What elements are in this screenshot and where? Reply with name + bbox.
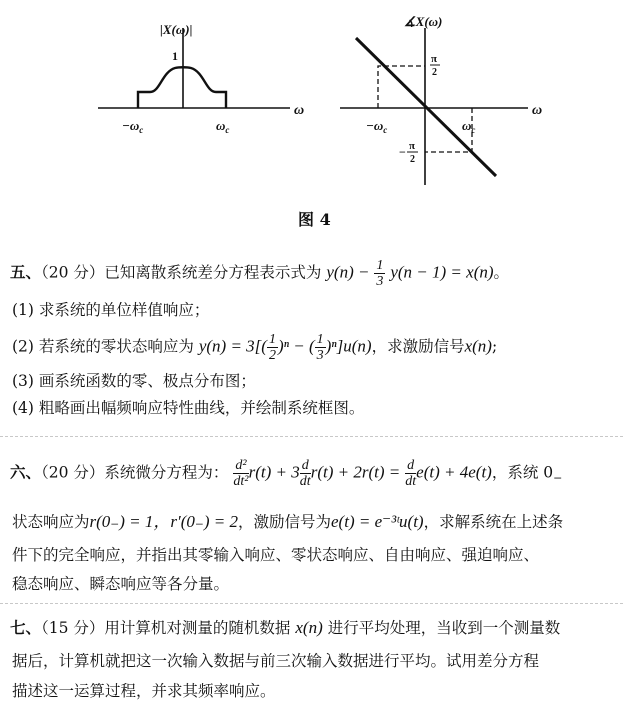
q5-stem [10,258,509,289]
q7-line-2: 据后，计算机就把这一次输入数据与前三次输入数据进行平均。试用差分方程 [12,652,540,670]
q7-xn: x(n) [295,618,323,637]
q7-label: 七、 [10,618,42,637]
q6-line-4: 稳态响应、瞬态响应等各分量。 [12,575,230,593]
q5-item-2 [12,332,497,363]
q6-stem-text: 系统微分方程为： [104,463,229,482]
q6-excitation: e(t) = e⁻³ᵗu(t) [331,512,424,531]
phase-guide-upper [378,66,425,108]
q5-points: （20 分） [41,263,105,282]
q5-item2-eq-c: )ⁿ]u(n) [325,336,372,356]
magnitude-peak-label: 1 [172,49,178,63]
q6-tail: ，系统 0 [491,463,554,482]
separator-2 [0,603,623,604]
q5-item2-text-b: ，求激励信号 [371,337,465,356]
q5-label: 五、 [10,262,42,282]
svg-text:2: 2 [410,154,415,165]
q6-frac-d: $\frac{d}{dt}$ [299,458,311,489]
q5-item2-eq-a: y(n) = 3[( [198,336,267,356]
figure-4 [0,0,623,200]
q6-stem [10,458,562,489]
magnitude-ylabel: |X(ω)| [160,22,193,37]
q6-eq-a: r(t) + 3 [248,462,300,482]
phase-line [356,38,496,176]
phase-ylabel: ∡X(ω) [404,14,443,29]
q5-item-3: (3) 画系统函数的零、极点分布图； [12,372,256,390]
q6-tail-sub: − [553,471,563,485]
q6-label: 六、 [10,462,42,482]
q6-line-3: 件下的完全响应，并指出其零输入响应、零状态响应、自由响应、强迫响应、 [12,546,540,564]
q5-end: 。 [493,263,510,282]
q5-item2-frac-2: $\frac{1}{3}$ [316,332,324,363]
q5-item-4: (4) 粗略画出幅频响应特性曲线，并绘制系统框图。 [12,399,365,417]
q6-line-2: 状态响应为r(0₋) = 1，r′(0₋) = 2，激励信号为e(t) = e⁻³ᵗu(t)，求解系统在上述条 [12,512,564,531]
magnitude-xlabel: ω [294,103,305,118]
q5-eq-b: y(n − 1) = x(n) [390,262,494,282]
q7-line-3: 描述这一运算过程，并求其频率响应。 [12,682,276,700]
q5-item2-eq-b: )ⁿ − ( [277,336,315,356]
q5-stem-text: 已知离散系统差分方程表示式为 [104,263,322,282]
q6-initial-conditions: r(0₋) = 1，r′(0₋) = 2 [89,512,238,531]
q5-eq-a: y(n) − [326,262,370,282]
magnitude-curve [138,67,226,108]
q5-item2-frac-1: $\frac{1}{2}$ [268,332,276,363]
magnitude-tick-neg: $-\omega_c$ [122,118,144,135]
q6-frac-d-rhs: $\frac{d}{dt}$ [405,458,417,489]
q5-item-1: (1) 求系统的单位样值响应； [12,301,210,319]
q6-eq-b: r(t) + 2r(t) = [310,462,401,482]
q5-item2-text-a: (2) 若系统的零状态响应为 [12,337,194,356]
q6-eq-c: e(t) + 4e(t) [416,462,492,482]
magnitude-tick-pos: $\omega_c$ [216,118,230,135]
q5-item2-xn: x(n) [464,336,492,356]
svg-text:π: π [409,140,416,152]
phase-tick-pi-over-2 [430,53,440,78]
svg-text:−: − [399,145,406,159]
q5-eq-frac: $\frac{1}{3}$ [376,258,384,289]
q6-points: （20 分） [41,463,105,482]
phase-tick-pos: $\omega_c$ [462,118,476,135]
phase-tick-neg-pi-over-2 [399,140,418,165]
q7-points: （15 分） [41,619,105,637]
svg-text:2: 2 [432,67,437,78]
q6-frac-d2: $\frac{\text{d²}}{\text{dt²}}$ [233,458,249,489]
phase-xlabel: ω [532,103,543,118]
q5-item2-end: ; [491,337,498,356]
phase-plot [340,14,542,185]
figure-caption: 图 4 [298,210,331,229]
q7-line-1: 七、（15 分）用计算机对测量的随机数据 x(n) 进行平均处理，当收到一个测量数 [10,618,561,637]
phase-tick-neg: $-\omega_c$ [366,118,388,135]
separator-1 [0,436,623,437]
svg-text:π: π [431,53,438,65]
magnitude-plot [98,22,304,135]
